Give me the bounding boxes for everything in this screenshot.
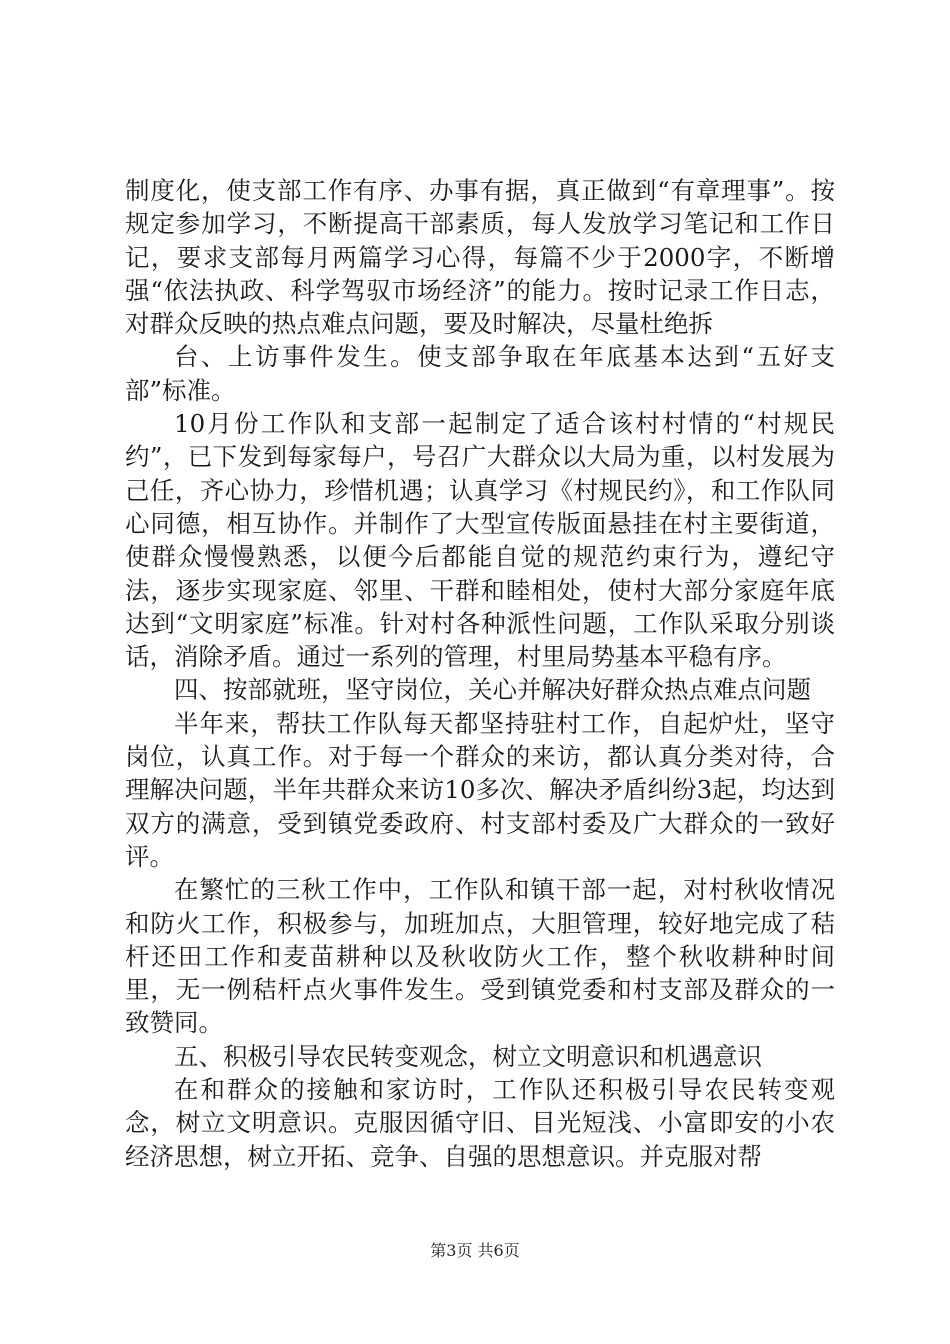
paragraph-8: 在和群众的接触和家访时，工作队还积极引导农民转变观念，树立文明意识。克服因循守旧、目光短浅、小富即安的小农经济思想，树立开拓、竞争、自强的思想意识。并克服对帮 bbox=[125, 1075, 835, 1171]
paragraph-3: 10月份工作队和支部一起制定了适合该村村情的“村规民约”，已下发到每家每户，号召广大群众以大局为重，以村发展为己任，齐心协力，珍惜机遇；认真学习《村规民约》，和工作队同心同德，相互协作。并制作了大型宣传版面悬挂在村主要街道，使群众慢慢熟悉，以便今后都能自觉的规范约束行为，遵纪守法，逐步实现家庭、邻里、干群和睦相处，使村大部分家庭年底达到“文明家庭”标准。针对村各种派性问题，工作队采取分别谈话，消除矛盾。通过一系列的管理，村里局势基本平稳有序。 bbox=[125, 409, 835, 672]
document-body bbox=[125, 174, 835, 1173]
paragraph-5: 半年来，帮扶工作队每天都坚持驻村工作，自起炉灶，坚守岗位，认真工作。对于每一个群众的来访，都认真分类对待，合理解决问题，半年共群众来访10多次、解决矛盾纠纷3起，均达到双方的满意，受到镇党委政府、村支部村委及广大群众的一致好评。 bbox=[125, 708, 835, 871]
paragraph-2: 台、上访事件发生。使支部争取在年底基本达到“五好支部”标准。 bbox=[125, 342, 835, 405]
section-heading-4: 四、按部就班，坚守岗位，关心并解决好群众热点难点问题 bbox=[174, 675, 811, 705]
paragraph-6: 在繁忙的三秋工作中，工作队和镇干部一起，对村秋收情况和防火工作，积极参与，加班加点，大胆管理，较好地完成了秸杆还田工作和麦苗耕种以及秋收防火工作，整个秋收耕种时间里，无一例秸杆点火事件发生。受到镇党委和村支部及群众的一致赞同。 bbox=[125, 875, 835, 1038]
paragraph-1: 制度化，使支部工作有序、办事有据，真正做到“有章理事”。按规定参加学习，不断提高干部素质，每人发放学习笔记和工作日记，要求支部每月两篇学习心得，每篇不少于2000字，不断增强“依法执政、科学驾驭市场经济”的能力。按时记录工作日志，对群众反映的热点难点问题，要及时解决，尽量杜绝拆 bbox=[125, 176, 835, 339]
page-number-footer: 第3页 共6页 bbox=[430, 1241, 520, 1260]
section-heading-5: 五、积极引导农民转变观念，树立文明意识和机遇意识 bbox=[174, 1041, 762, 1071]
